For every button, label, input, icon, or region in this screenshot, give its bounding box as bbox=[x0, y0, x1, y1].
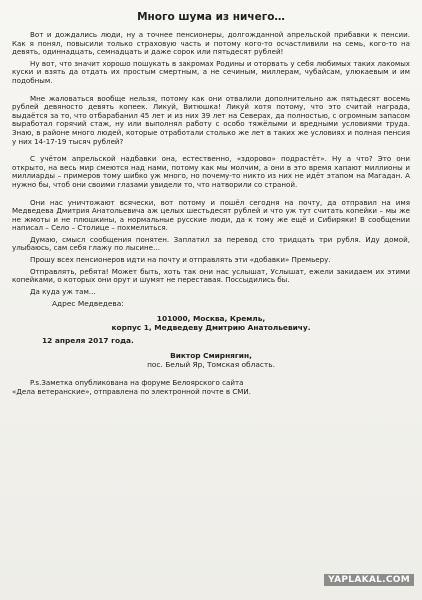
postscript-note bbox=[12, 379, 410, 396]
address-block bbox=[12, 299, 410, 369]
letter-date: 12 апреля 2017 года. bbox=[42, 336, 134, 346]
paragraph-7: Прошу всех пенсионеров идти на почту и отправлять эти «добавки» Премьеру. bbox=[30, 255, 331, 265]
paragraph-2: Ну вот, что значит хорошо пошукать в закромах Родины и оторвать у себя любимых таких лакомых куски и взять да отдать их простым смертным, а не сечиным, миллерам, чубайсам, улюкаевым и им подобным. bbox=[12, 58, 410, 85]
paragraph-9: Да куда уж там… bbox=[30, 286, 96, 296]
paragraph-6: Думаю, смысл сообщения понятен. Заплатил за перевод сто тридцать три рубля. Иду домой, улыбаюсь, сам себя глажу по лысине… bbox=[12, 234, 410, 253]
address-label: Адрес Медведева: bbox=[52, 299, 124, 309]
note-line-1: P.s.Заметка опубликована на форуме Белоярского сайта bbox=[30, 378, 244, 388]
paragraph-4: С учётом апрельской надбавки она, естественно, «здорово» подрастёт». Ну а что? Это они открыто, на весь мир смеются над нами, потому как мы молчим, а они в это время хапают миллионы и миллиарды – примеров тому шибко уж много, но почему-то никто из них не идёт этапом на Магадан. А нужно бы, чтоб они своими глазами увидели то, что натворили со страной. bbox=[12, 154, 410, 189]
paragraph-3: Мне жаловаться вообще нельзя, потому как они отвалили дополнительно аж пятьдесят восемь рублей девяносто девять копеек. Ликуй, Витюшка! Ликуй хотя потому, что это считай награда, выдаётся за то, что отбарабанил 45 лет и из них 39 лет на Северах, да полностью, с огромным запасом выработал горячий стаж, ну или выполнял работу с особо тяжёлыми и вредными условиями труда. Знаю, в районе много людей, которые отработали столько же лет в таких же условиях и полная пенсия у них 14-17-19 тысяч рублей? bbox=[12, 93, 410, 146]
site-watermark: YAPLAKAL.COM bbox=[324, 574, 414, 586]
note-line-2: «Дела ветеранские», отправлена по электронной почте в СМИ. bbox=[12, 387, 251, 397]
paragraph-8: Отправлять, ребята! Может быть, хоть так они нас услышат, Услышат, ежели закидаем их этими копейками, о которых они орут и шумят не переставая. Поссыдились бы. bbox=[12, 266, 410, 285]
address-line-1: 101000, Москва, Кремль, bbox=[156, 314, 266, 324]
address-line-2: корпус 1, Медведеву Дмитрию Анатольевичу. bbox=[111, 323, 311, 333]
signature-name: Виктор Смирнягин, bbox=[170, 351, 252, 361]
signature-place: пос. Белый Яр, Томская область. bbox=[147, 360, 275, 370]
paragraph-5: Они нас уничтожают всячески, вот потому и пошёл сегодня на почту, да отправил на имя Медведева Дмитрия Анатольевича аж целых шестьдесят рублей и что уж тут считать копейки – мы же не жмоты и не плюшкины, а нормальные русские люди, да к тому же ещё и Сибиряки! В сообщении написал – Село – Столице – похмелиться. bbox=[12, 197, 410, 233]
paragraph-1: Вот и дождались люди, ну а точнее пенсионеры, долгожданной апрельской прибавки к пенсии. Как я понял, повысили только страховую часть и потому кого-то осчастливили на семь, кого-то на девять, одиннадцать, семнадцать и даже сорок или пятьдесят рублей! bbox=[12, 30, 410, 57]
document-title: Много шума из ничего… bbox=[137, 11, 285, 23]
